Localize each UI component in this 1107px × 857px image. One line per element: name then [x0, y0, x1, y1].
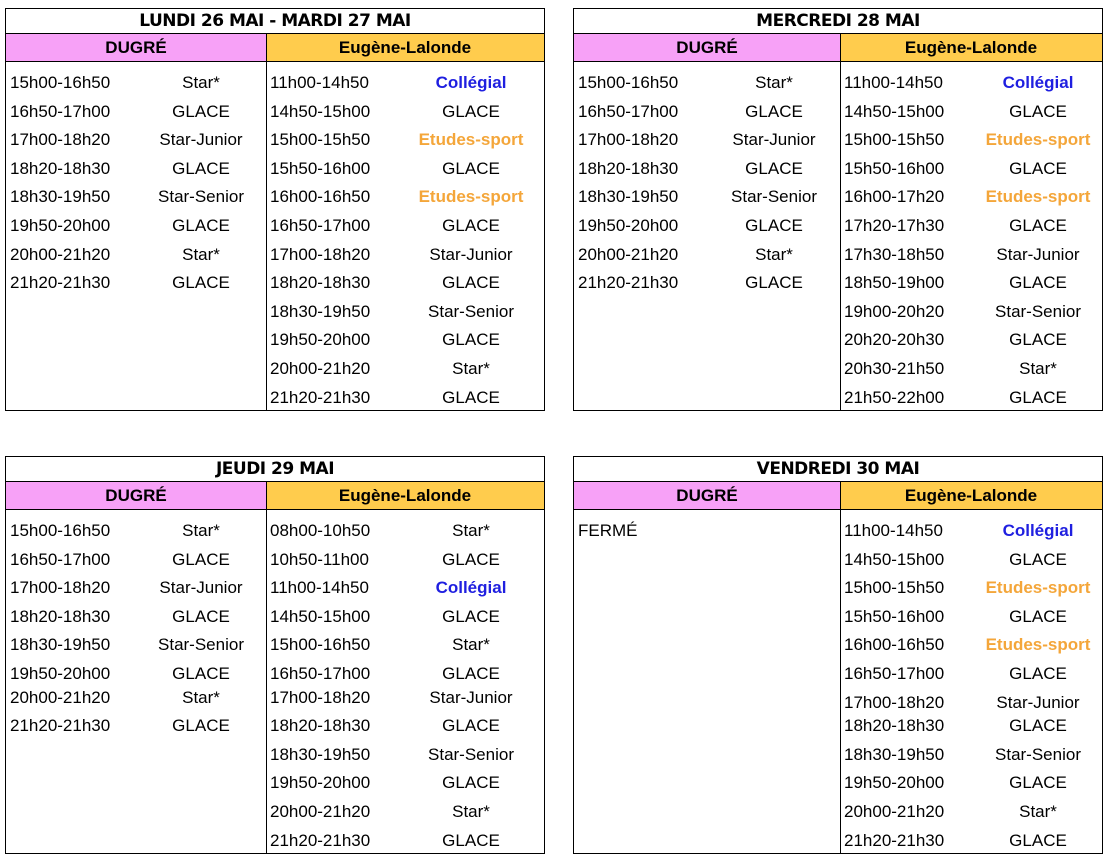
time-slot: 18h30-19h50: [844, 744, 945, 764]
schedule-row: [266, 268, 546, 297]
schedule-row: [840, 797, 1104, 826]
activity-label: GLACE: [1009, 773, 1067, 793]
time-slot: 19h50-20h00: [578, 216, 679, 235]
schedule-row: [266, 516, 546, 545]
venue-heading-dugre: DUGRÉ: [574, 482, 840, 510]
schedule-row: [840, 297, 1104, 326]
activity-label: GLACE: [172, 216, 230, 235]
activity-label: Star-Junior: [159, 130, 243, 150]
activity-label: Etudes-sport: [985, 635, 1091, 655]
activity-label: GLACE: [172, 549, 230, 569]
venue-heading-dugre: DUGRÉ: [6, 34, 266, 62]
schedule-row: [840, 711, 1104, 740]
time-slot: 18h50-19h00: [844, 273, 945, 293]
activity-label: Star*: [182, 521, 220, 540]
activity-label: Collégial: [1002, 73, 1074, 92]
time-slot: 16h00-17h20: [844, 187, 945, 207]
time-slot: 19h50-20h00: [270, 773, 371, 793]
venue-heading-eugene-lalonde: Eugène-Lalonde: [266, 34, 544, 62]
time-slot: 14h50-15h00: [844, 549, 945, 569]
activity-label: GLACE: [1009, 273, 1067, 293]
time-slot: 17h00-18h20: [844, 692, 945, 712]
time-slot: 14h50-15h00: [844, 101, 945, 121]
schedule-row: [266, 325, 546, 354]
time-slot: 15h50-16h00: [270, 158, 371, 178]
time-slot: 21h20-21h30: [270, 387, 371, 407]
activity-label: GLACE: [442, 549, 500, 569]
time-slot: 17h00-18h20: [270, 244, 371, 264]
time-slot: 11h00-14h50: [270, 578, 369, 598]
time-slot: 20h20-20h30: [844, 330, 945, 350]
time-slot: 18h30-19h50: [10, 187, 111, 207]
activity-label: GLACE: [442, 606, 500, 626]
time-slot: 16h50-17h00: [844, 664, 945, 683]
time-slot: 11h00-14h50: [844, 521, 943, 540]
activity-label: Star*: [755, 73, 793, 92]
schedule-row: [6, 268, 266, 297]
activity-label: GLACE: [442, 216, 500, 235]
day-panel: [573, 456, 1103, 854]
schedule-row: [266, 297, 546, 326]
activity-label: Star*: [452, 635, 490, 655]
schedule-row: [840, 573, 1104, 602]
time-slot: 11h00-14h50: [270, 73, 369, 92]
schedule-row: [266, 711, 546, 740]
schedule-row: [574, 97, 840, 126]
schedule-row: [266, 602, 546, 631]
time-slot: 18h20-18h30: [10, 606, 111, 626]
activity-label: Star*: [182, 687, 220, 707]
schedule-row: [840, 826, 1104, 855]
time-slot: 17h00-18h20: [10, 130, 111, 150]
schedule-row: [840, 602, 1104, 631]
time-slot: 18h30-19h50: [270, 744, 371, 764]
activity-label: GLACE: [745, 101, 803, 121]
venue-heading-dugre: DUGRÉ: [574, 34, 840, 62]
time-slot: 08h00-10h50: [270, 521, 371, 540]
time-slot: 20h00-21h20: [10, 244, 111, 264]
activity-label: Star-Junior: [429, 244, 513, 264]
activity-label: GLACE: [442, 101, 500, 121]
activity-label: Star-Junior: [732, 130, 816, 150]
schedule-row: [6, 545, 266, 574]
activity-label: GLACE: [1009, 101, 1067, 121]
schedule-row: [6, 182, 266, 211]
activity-label: GLACE: [442, 387, 500, 407]
time-slot: 19h50-20h00: [10, 664, 111, 683]
time-slot: 20h00-21h20: [578, 244, 679, 264]
schedule-row: [266, 768, 546, 797]
day-title: MERCREDI 28 MAI: [574, 9, 1102, 34]
time-slot: 14h50-15h00: [270, 101, 371, 121]
schedule-row: [574, 268, 840, 297]
activity-label: GLACE: [442, 330, 500, 350]
time-slot: 21h20-21h30: [10, 716, 111, 736]
time-slot: 16h00-16h50: [270, 187, 371, 207]
time-slot: 21h20-21h30: [10, 273, 111, 293]
activity-label: Star*: [452, 359, 490, 378]
schedule-row: [840, 125, 1104, 154]
schedule-row: [6, 97, 266, 126]
schedule-row: [266, 68, 546, 97]
time-slot: 16h50-17h00: [10, 101, 111, 121]
activity-label: GLACE: [1009, 664, 1067, 683]
activity-label: GLACE: [745, 158, 803, 178]
activity-label: Etudes-sport: [985, 578, 1091, 598]
activity-label: Star*: [452, 802, 490, 821]
activity-label: Etudes-sport: [418, 130, 524, 150]
schedule-row: [6, 240, 266, 269]
activity-label: Collégial: [1002, 521, 1074, 540]
schedule-row: [266, 683, 546, 712]
schedule-row: [266, 545, 546, 574]
activity-label: Etudes-sport: [985, 187, 1091, 207]
schedule-row: [574, 240, 840, 269]
activity-label: Star-Senior: [995, 744, 1081, 764]
schedule-row: [840, 154, 1104, 183]
activity-label: Star*: [1019, 359, 1057, 378]
schedule-row: [840, 740, 1104, 769]
schedule-row: [840, 211, 1104, 240]
activity-label: GLACE: [1009, 606, 1067, 626]
schedule-row: [574, 68, 840, 97]
time-slot: 10h50-11h00: [270, 549, 369, 569]
day-title: VENDREDI 30 MAI: [574, 457, 1102, 482]
activity-label: GLACE: [1009, 330, 1067, 350]
activity-label: Star*: [182, 244, 220, 264]
schedule-row: [6, 683, 266, 712]
activity-label: GLACE: [1009, 716, 1067, 736]
schedule-row: [840, 97, 1104, 126]
activity-label: GLACE: [1009, 830, 1067, 850]
time-slot: 15h00-16h50: [270, 635, 371, 655]
activity-label: Collégial: [435, 73, 507, 92]
venue-heading-dugre: DUGRÉ: [6, 482, 266, 510]
activity-label: GLACE: [442, 158, 500, 178]
activity-label: Etudes-sport: [985, 130, 1091, 150]
schedule-row: [266, 630, 546, 659]
venue-heading-eugene-lalonde: Eugène-Lalonde: [266, 482, 544, 510]
day-panel: [5, 8, 545, 411]
time-slot: 15h00-16h50: [578, 73, 679, 92]
time-slot: 18h30-19h50: [270, 301, 371, 321]
schedule-row: [840, 354, 1104, 383]
time-slot: 19h50-20h00: [270, 330, 371, 350]
time-slot: 21h20-21h30: [578, 273, 679, 293]
activity-label: GLACE: [172, 101, 230, 121]
day-title: JEUDI 29 MAI: [6, 457, 544, 482]
activity-label: GLACE: [1009, 158, 1067, 178]
day-panel: [5, 456, 545, 854]
activity-label: Star-Senior: [428, 301, 514, 321]
time-slot: 15h00-16h50: [10, 73, 111, 92]
time-slot: 17h30-18h50: [844, 244, 945, 264]
schedule-row: [266, 573, 546, 602]
time-slot: 21h20-21h30: [270, 830, 371, 850]
schedule-row: [266, 211, 546, 240]
closed-label: FERMÉ: [578, 521, 638, 540]
schedule-row: [6, 602, 266, 631]
schedule-row: [266, 125, 546, 154]
time-slot: 20h00-21h20: [844, 802, 945, 821]
activity-label: Star*: [452, 521, 490, 540]
schedule-row: [6, 630, 266, 659]
schedule-row: [266, 354, 546, 383]
activity-label: Star*: [755, 244, 793, 264]
schedule-row: [6, 211, 266, 240]
activity-label: GLACE: [442, 664, 500, 683]
time-slot: 15h00-15h50: [270, 130, 371, 150]
schedule-row: [266, 383, 546, 412]
time-slot: 18h20-18h30: [270, 273, 371, 293]
schedule-row: [6, 516, 266, 545]
time-slot: 19h50-20h00: [844, 773, 945, 793]
schedule-row: [840, 240, 1104, 269]
time-slot: 16h00-16h50: [844, 635, 945, 655]
schedule-row: [840, 659, 1104, 688]
activity-label: GLACE: [1009, 216, 1067, 235]
activity-label: Star-Senior: [731, 187, 817, 207]
activity-label: GLACE: [172, 158, 230, 178]
activity-label: Star-Junior: [159, 578, 243, 598]
time-slot: 15h00-15h50: [844, 130, 945, 150]
time-slot: 16h50-17h00: [270, 216, 371, 235]
time-slot: 17h00-18h20: [10, 578, 111, 598]
time-slot: 16h50-17h00: [10, 549, 111, 569]
schedule-row: [266, 182, 546, 211]
activity-label: GLACE: [442, 273, 500, 293]
time-slot: 18h20-18h30: [270, 716, 371, 736]
time-slot: 18h20-18h30: [844, 716, 945, 736]
activity-label: Star-Junior: [996, 692, 1080, 712]
time-slot: 21h20-21h30: [844, 830, 945, 850]
time-slot: 14h50-15h00: [270, 606, 371, 626]
activity-label: Etudes-sport: [418, 187, 524, 207]
activity-label: GLACE: [172, 273, 230, 293]
schedule-row: [266, 97, 546, 126]
activity-label: GLACE: [442, 830, 500, 850]
time-slot: 17h20-17h30: [844, 216, 945, 235]
schedule-row: [266, 154, 546, 183]
schedule-row: [840, 268, 1104, 297]
activity-label: GLACE: [1009, 387, 1067, 407]
schedule-row: [266, 797, 546, 826]
time-slot: 20h00-21h20: [10, 687, 111, 707]
activity-label: Star-Junior: [429, 687, 513, 707]
activity-label: GLACE: [745, 216, 803, 235]
schedule-row: [840, 630, 1104, 659]
activity-label: Star*: [1019, 802, 1057, 821]
activity-label: GLACE: [442, 716, 500, 736]
activity-label: Star-Senior: [428, 744, 514, 764]
activity-label: Star-Junior: [996, 244, 1080, 264]
time-slot: 21h50-22h00: [844, 387, 945, 407]
schedule-row: [840, 325, 1104, 354]
time-slot: 15h50-16h00: [844, 606, 945, 626]
time-slot: 19h50-20h00: [10, 216, 111, 235]
activity-label: GLACE: [745, 273, 803, 293]
schedule-row: [574, 182, 840, 211]
time-slot: 16h50-17h00: [578, 101, 679, 121]
schedule-row: [266, 826, 546, 855]
activity-label: GLACE: [172, 606, 230, 626]
schedule-row: [840, 383, 1104, 412]
activity-label: GLACE: [172, 716, 230, 736]
time-slot: 18h20-18h30: [578, 158, 679, 178]
activity-label: GLACE: [172, 664, 230, 683]
time-slot: 15h00-16h50: [10, 521, 111, 540]
schedule-row: [840, 545, 1104, 574]
venue-heading-eugene-lalonde: Eugène-Lalonde: [840, 482, 1102, 510]
schedule-row: [574, 154, 840, 183]
schedule-row: [840, 68, 1104, 97]
schedule-row: [266, 240, 546, 269]
venue-heading-eugene-lalonde: Eugène-Lalonde: [840, 34, 1102, 62]
time-slot: 11h00-14h50: [844, 73, 943, 92]
time-slot: 20h00-21h20: [270, 359, 371, 378]
schedule-row: [6, 125, 266, 154]
day-panel: [573, 8, 1103, 411]
time-slot: 18h30-19h50: [10, 635, 111, 655]
time-slot: 20h00-21h20: [270, 802, 371, 821]
schedule-row: [840, 182, 1104, 211]
activity-label: Star-Senior: [158, 635, 244, 655]
schedule-row: [840, 768, 1104, 797]
time-slot: 17h00-18h20: [578, 130, 679, 150]
time-slot: 18h20-18h30: [10, 158, 111, 178]
time-slot: 15h50-16h00: [844, 158, 945, 178]
schedule-row: [6, 154, 266, 183]
activity-label: GLACE: [1009, 549, 1067, 569]
schedule-row: [6, 711, 266, 740]
time-slot: 20h30-21h50: [844, 359, 945, 378]
schedule-row: [574, 211, 840, 240]
schedule-row: [6, 573, 266, 602]
activity-label: Star-Senior: [995, 301, 1081, 321]
schedule-row: [840, 516, 1104, 545]
time-slot: 18h30-19h50: [578, 187, 679, 207]
schedule-row: [574, 125, 840, 154]
schedule-row: [266, 740, 546, 769]
time-slot: 16h50-17h00: [270, 664, 371, 683]
activity-label: Star-Senior: [158, 187, 244, 207]
schedule-row: [6, 68, 266, 97]
time-slot: 17h00-18h20: [270, 687, 371, 707]
activity-label: Collégial: [435, 578, 507, 598]
time-slot: 15h00-15h50: [844, 578, 945, 598]
activity-label: Star*: [182, 73, 220, 92]
activity-label: GLACE: [442, 773, 500, 793]
time-slot: 19h00-20h20: [844, 301, 945, 321]
day-title: LUNDI 26 MAI - MARDI 27 MAI: [6, 9, 544, 34]
